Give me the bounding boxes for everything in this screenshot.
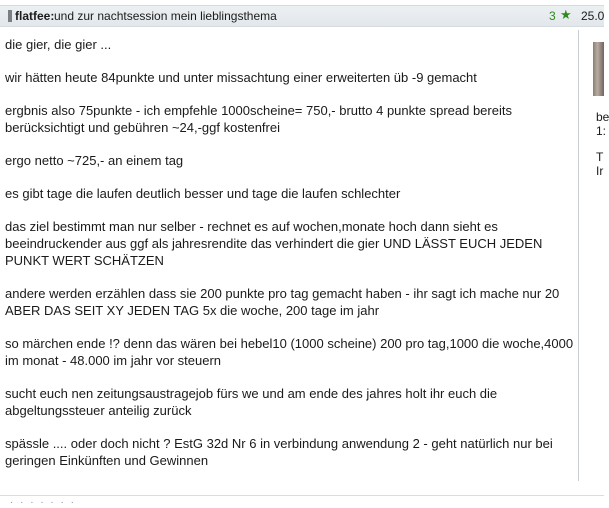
sidebar-text: 1: bbox=[596, 124, 607, 138]
post-paragraph: wir hätten heute 84punkte und unter missachtung einer erweiterten üb -9 gemacht bbox=[5, 70, 477, 85]
footer-ellipsis-icon: · · · · · · · bbox=[10, 497, 76, 508]
rating-count: 3 bbox=[549, 9, 556, 23]
star-icon[interactable]: ★ bbox=[560, 7, 572, 22]
post-author-link[interactable]: flatfee: bbox=[15, 9, 55, 23]
header-marker bbox=[8, 10, 12, 22]
post-paragraph: ergo netto ~725,- an einem tag bbox=[5, 153, 184, 168]
footer-divider bbox=[0, 495, 604, 496]
post-paragraph: die gier, die gier ... bbox=[5, 37, 112, 52]
sidebar-text: T bbox=[596, 150, 604, 164]
sidebar-text: be bbox=[596, 110, 609, 124]
sidebar-text: Ir bbox=[596, 164, 604, 178]
post-paragraph: ergbnis also 75punkte - ich empfehle 1000scheine= 750,- brutto 4 punkte spread bereits berücksichtigt und gebühren ~24,-ggf kostenfrei bbox=[5, 103, 512, 135]
post-paragraph: es gibt tage die laufen deutlich besser und tage die laufen schlechter bbox=[5, 186, 401, 201]
post-header bbox=[0, 5, 604, 27]
post-paragraph: sucht euch nen zeitungsaustragejob fürs we und am ende des jahres holt ihr euch die abgeltungssteuer anteilig zurück bbox=[5, 386, 498, 418]
post-title[interactable]: und zur nachtsession mein lieblingsthema bbox=[54, 9, 277, 23]
post-paragraph: das ziel bestimmt man nur selber - rechnet es auf wochen,monate hoch dann sieht es beeindruckender aus ggf als jahresrendite das verhindert die gier UND LÄSST EUCH JEDEN PUNKT WERT SCHÄTZEN bbox=[5, 219, 543, 268]
avatar[interactable] bbox=[593, 42, 604, 96]
column-divider bbox=[578, 30, 579, 481]
post-paragraph: spässle .... oder doch nicht ? EstG 32d Nr 6 in verbindung anwendung 2 - geht natürlich nur bei geringen Einkünften und Gewinnen bbox=[5, 436, 553, 468]
post-paragraph: andere werden erzählen dass sie 200 punkte pro tag gemacht haben - ihr sagt ich mache nur 20 ABER DAS SEIT XY JEDEN TAG 5x die woche, 200 tage im jahr bbox=[5, 286, 560, 318]
post-body bbox=[5, 36, 575, 485]
post-date: 25.0 bbox=[581, 9, 605, 23]
post-paragraph: so märchen ende !? denn das wären bei hebel10 (1000 scheine) 200 pro tag,1000 die woche,4000 im monat - 48.000 im jahr vor steuern bbox=[5, 336, 574, 368]
